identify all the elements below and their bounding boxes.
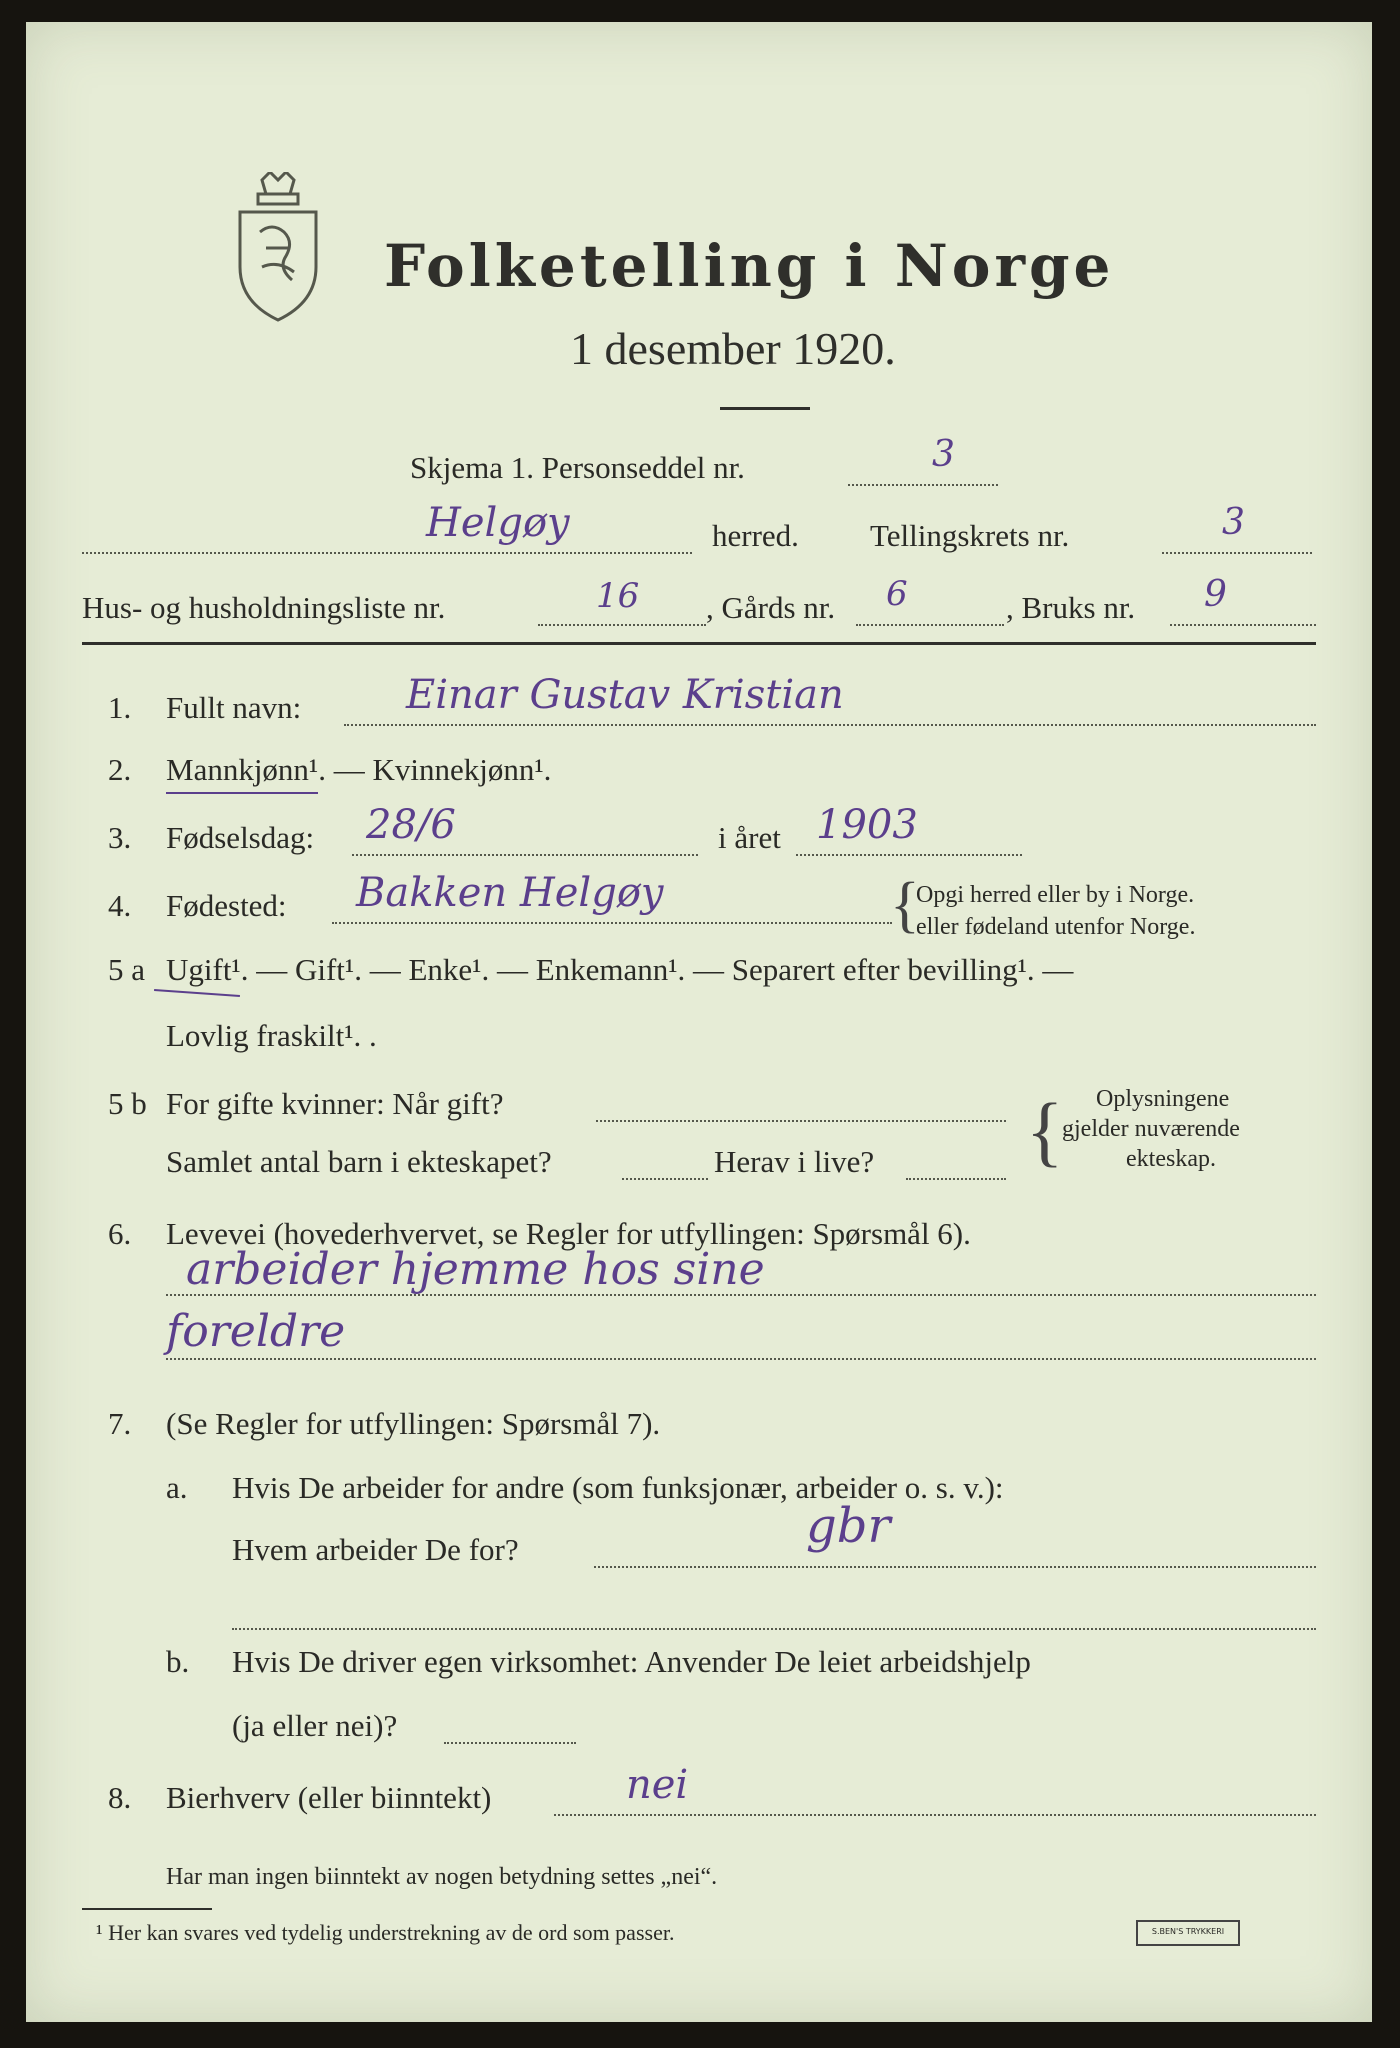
q4-note-2: eller fødeland utenfor Norge. [916, 914, 1196, 940]
tellingskrets-value: 3 [1222, 502, 1245, 543]
q4-brace: { [890, 871, 920, 939]
q1-line [344, 724, 1316, 726]
q8-line [554, 1814, 1316, 1816]
header-divider [82, 642, 1316, 645]
q5b-line-1-fill [596, 1120, 1006, 1122]
q2-label: Mannkjønn¹. — Kvinnekjønn¹. [166, 752, 552, 787]
tellingskrets-line [1162, 552, 1312, 554]
q5b-number: 5 b [108, 1086, 147, 1121]
q3-year-value: 1903 [816, 802, 918, 848]
q3-year-line [796, 854, 1022, 856]
q4-line [332, 922, 892, 924]
q7a-line-2 [232, 1628, 1316, 1630]
q5b-brace: { [1026, 1087, 1064, 1174]
q1-value: Einar Gustav Kristian [406, 672, 844, 718]
herred-label: herred. [712, 518, 799, 553]
herred-value: Helgøy [426, 500, 570, 546]
q3-year-label: i året [718, 820, 781, 855]
bruks-value: 9 [1204, 574, 1227, 615]
q5b-line-2: Samlet antal barn i ekteskapet? [166, 1144, 552, 1179]
q7b-line [444, 1742, 576, 1744]
q7a-value: gbr [806, 1498, 891, 1554]
q6-value-1: arbeider hjemme hos sine [186, 1244, 765, 1295]
herred-line [82, 552, 692, 554]
q1-label: Fullt navn: [166, 690, 302, 725]
q3-line [352, 854, 698, 856]
form-date: 1 desember 1920. [570, 323, 896, 374]
q8-number: 8. [108, 1780, 132, 1815]
q7a-line [594, 1566, 1316, 1568]
q5a-underline [154, 989, 240, 997]
q7-number: 7. [108, 1406, 132, 1441]
skjema-label: Skjema 1. Personseddel nr. [410, 450, 745, 485]
q4-label: Fødested: [166, 888, 287, 923]
q5b-line-2-fill [622, 1178, 708, 1180]
q5b-line-1: For gifte kvinner: Når gift? [166, 1086, 504, 1121]
q2-underline [166, 792, 318, 794]
q7b-question: (ja eller nei)? [232, 1708, 398, 1743]
q1-number: 1. [108, 690, 132, 725]
q6-label: Levevei (hovederhvervet, se Regler for utfyllingen: Spørsmål 6). [166, 1216, 971, 1251]
q4-value: Bakken Helgøy [356, 870, 664, 916]
q7a-question: Hvem arbeider De for? [232, 1532, 519, 1567]
q6-value-2: foreldre [166, 1306, 346, 1357]
q5b-line-2b: Herav i live? [714, 1144, 875, 1179]
bruks-line [1170, 624, 1316, 626]
q7a-letter: a. [166, 1470, 188, 1505]
title-rule [720, 407, 810, 410]
q6-number: 6. [108, 1216, 132, 1251]
q5b-note-1: Oplysningene [1096, 1086, 1230, 1112]
q8-label: Bierhverv (eller biinntekt) [166, 1780, 492, 1815]
hus-line [538, 624, 706, 626]
printer-stamp-text: S.BEN'S TRYKKERI [1151, 1927, 1225, 1936]
gards-label: , Gårds nr. [706, 590, 836, 625]
q5a-number: 5 a [108, 952, 146, 987]
q6-line-2 [166, 1358, 1316, 1360]
q5a-line-1: Ugift¹. — Gift¹. — Enke¹. — Enkemann¹. — Separert efter bevilling¹. — [166, 952, 1074, 987]
q5a-line-2: Lovlig fraskilt¹. . [166, 1018, 377, 1053]
q7a-text: Hvis De arbeider for andre (som funksjonær, arbeider o. s. v.): [232, 1470, 1004, 1505]
footnote-rule [82, 1908, 212, 1910]
personseddel-line [848, 484, 998, 486]
q5b-note-2: gjelder nuværende [1062, 1116, 1240, 1142]
q7-label: (Se Regler for utfyllingen: Spørsmål 7). [166, 1406, 661, 1441]
q7b-text: Hvis De driver egen virksomhet: Anvender De leiet arbeidshjelp [232, 1644, 1031, 1679]
footer-note: Har man ingen biinntekt av nogen betydning settes „nei“. [166, 1864, 718, 1890]
coat-of-arms-icon [232, 172, 324, 322]
gards-line [856, 624, 1004, 626]
census-form [26, 22, 1372, 2022]
personseddel-value: 3 [932, 434, 955, 475]
q4-note-1: Opgi herred eller by i Norge. [916, 882, 1195, 908]
bruks-label: , Bruks nr. [1006, 590, 1136, 625]
q3-number: 3. [108, 820, 132, 855]
q8-value: nei [626, 1762, 689, 1808]
tellingskrets-label: Tellingskrets nr. [870, 518, 1070, 553]
printer-stamp [1136, 1920, 1240, 1946]
q5b-line-2b-fill [906, 1178, 1006, 1180]
q3-value: 28/6 [366, 802, 456, 848]
q4-number: 4. [108, 888, 132, 923]
gards-value: 6 [886, 574, 908, 614]
q3-label: Fødselsdag: [166, 820, 315, 855]
form-title: Folketelling i Norge [384, 232, 1115, 300]
q7b-letter: b. [166, 1644, 190, 1679]
q2-number: 2. [108, 752, 132, 787]
q5b-note-3: ekteskap. [1126, 1146, 1216, 1172]
hus-value: 16 [596, 576, 640, 616]
hus-label: Hus- og husholdningsliste nr. [82, 590, 446, 625]
footnote: ¹ Her kan svares ved tydelig understrekning av de ord som passer. [96, 1920, 675, 1945]
